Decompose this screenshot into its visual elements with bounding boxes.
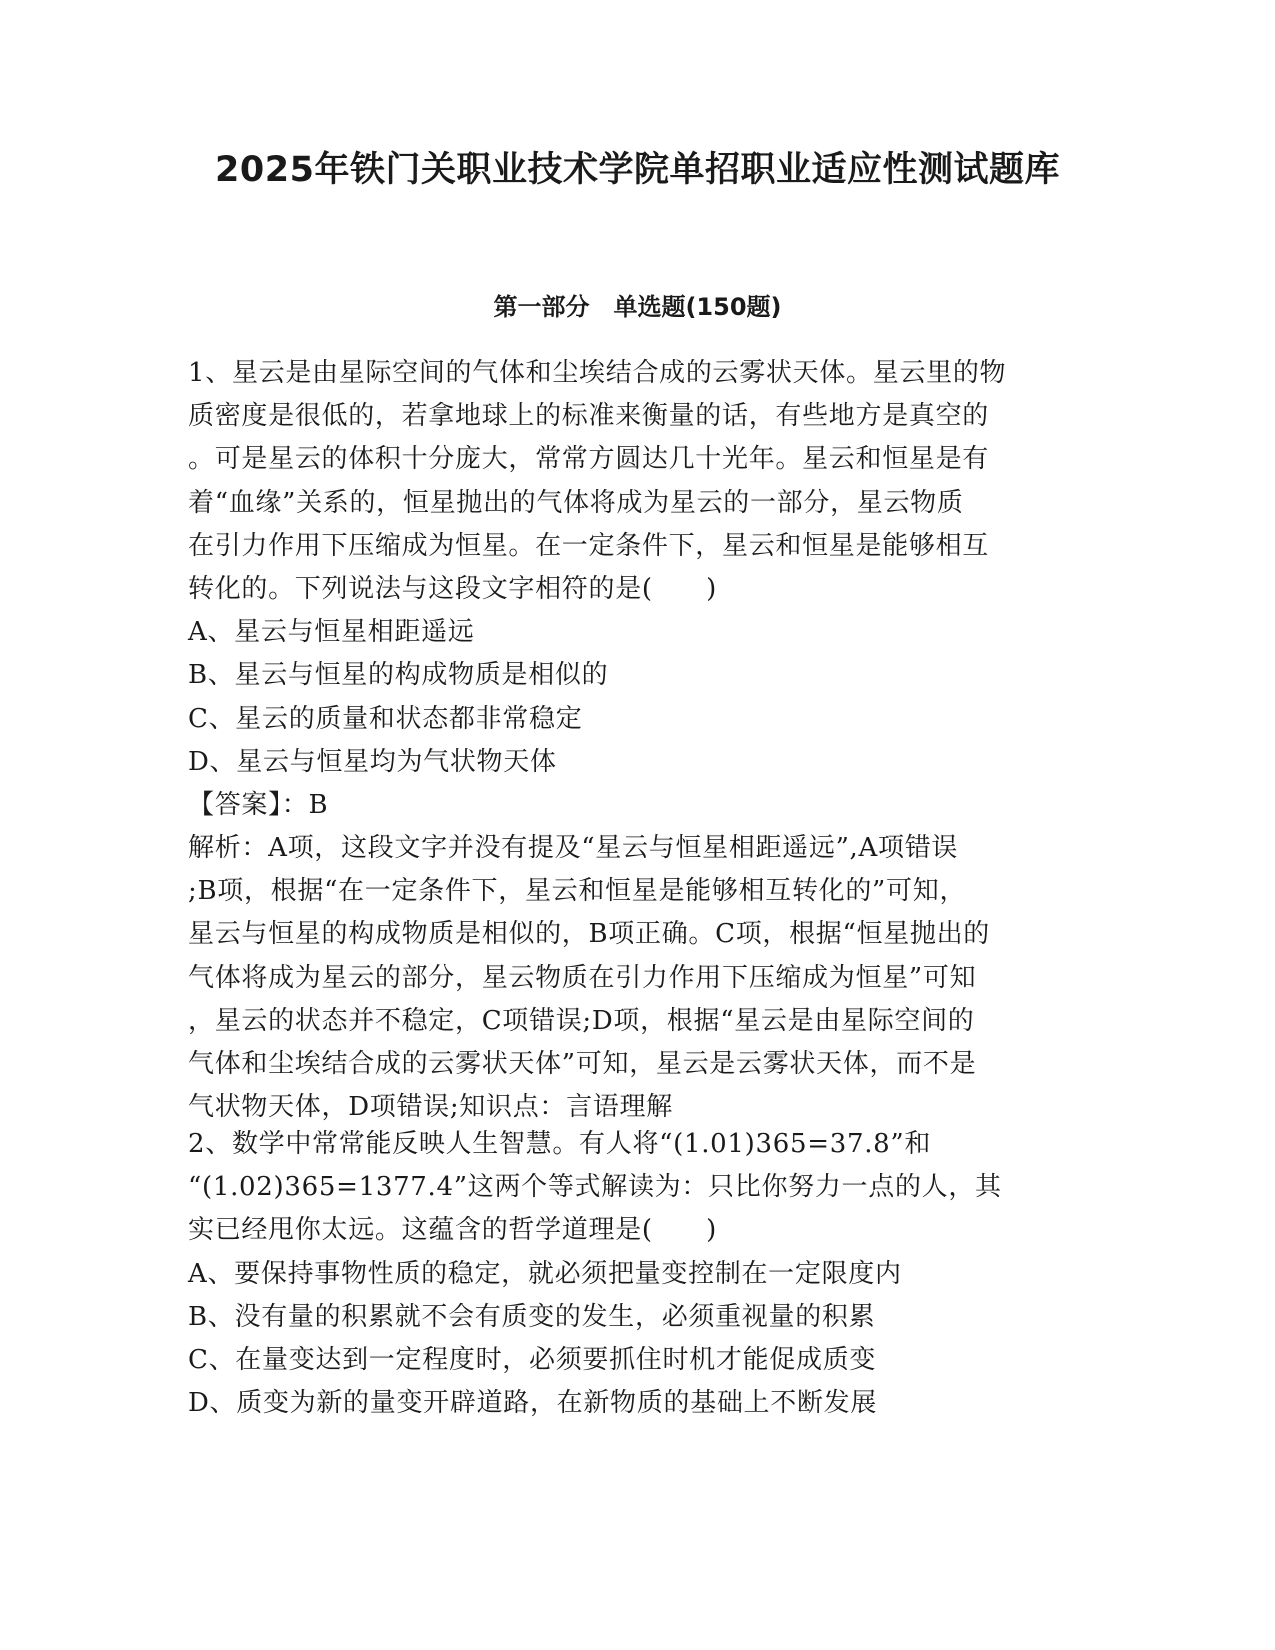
question-2-stem-line: 2、数学中常常能反映人生智慧。有人将“(1.01)365=37.8”和 — [188, 1129, 932, 1159]
question-2-option-d: D、质变为新的量变开辟道路，在新物质的基础上不断发展 — [188, 1388, 878, 1419]
question-1-explanation-line: 星云与恒星的构成物质是相似的，B项正确。C项，根据“恒星抛出的 — [188, 919, 990, 950]
question-1-explanation-line: 气状物天体，D项错误;知识点：言语理解 — [188, 1092, 673, 1123]
question-1-option-a: A、星云与恒星相距遥远 — [188, 617, 475, 648]
question-2-option-b: B、没有量的积累就不会有质变的发生，必须重视量的积累 — [188, 1301, 876, 1332]
section-heading: 第一部分 单选题(150题) — [493, 293, 782, 321]
question-1-answer: 【答案】：B — [188, 789, 329, 820]
question-1-explanation-line: ;B项，根据“在一定条件下，星云和恒星是能够相互转化的”可知， — [188, 876, 967, 907]
document-title: 2025年铁门关职业技术学院单招职业适应性测试题库 — [215, 150, 1060, 190]
question-1-stem-line: 在引力作用下压缩成为恒星。在一定条件下，星云和恒星是能够相互 — [188, 530, 990, 561]
question-1-stem-line: 质密度是很低的，若拿地球上的标准来衡量的话，有些地方是真空的 — [188, 401, 990, 432]
question-1 — [188, 352, 1088, 1129]
question-1-stem-line: 。可是星云的体积十分庞大，常常方圆达几十光年。星云和恒星是有 — [188, 444, 990, 475]
question-2-option-c: C、在量变达到一定程度时，必须要抓住时机才能促成质变 — [188, 1344, 877, 1375]
question-2-stem-line: “(1.02)365=1377.4”这两个等式解读为：只比你努力一点的人，其 — [188, 1172, 1002, 1203]
question-2-stem-line: 实已经甩你太远。这蕴含的哲学道理是( ) — [188, 1215, 717, 1246]
question-1-option-c: C、星云的质量和状态都非常稳定 — [188, 703, 583, 734]
question-1-explanation-line: 气体将成为星云的部分，星云物质在引力作用下压缩成为恒星”可知 — [188, 962, 977, 993]
question-1-explanation-line: 解析：A项，这段文字并没有提及“星云与恒星相距遥远”,A项错误 — [188, 833, 959, 864]
question-1-option-d: D、星云与恒星均为气状物天体 — [188, 746, 557, 777]
question-2 — [188, 1123, 1088, 1425]
question-1-explanation-line: 气体和尘埃结合成的云雾状天体”可知，星云是云雾状天体，而不是 — [188, 1049, 977, 1079]
question-2-option-a: A、要保持事物性质的稳定，就必须把量变控制在一定限度内 — [188, 1258, 902, 1289]
question-1-stem-line: 转化的。下列说法与这段文字相符的是( ) — [188, 573, 717, 604]
question-1-stem-line: 着“血缘”关系的，恒星抛出的气体将成为星云的一部分，星云物质 — [188, 487, 964, 518]
question-1-explanation-line: ，星云的状态并不稳定，C项错误;D项，根据“星云是由星际空间的 — [188, 1005, 975, 1036]
question-1-stem-line: 1、星云是由星际空间的气体和尘埃结合成的云雾状天体。星云里的物 — [188, 358, 1007, 388]
question-1-option-b: B、星云与恒星的构成物质是相似的 — [188, 660, 609, 691]
